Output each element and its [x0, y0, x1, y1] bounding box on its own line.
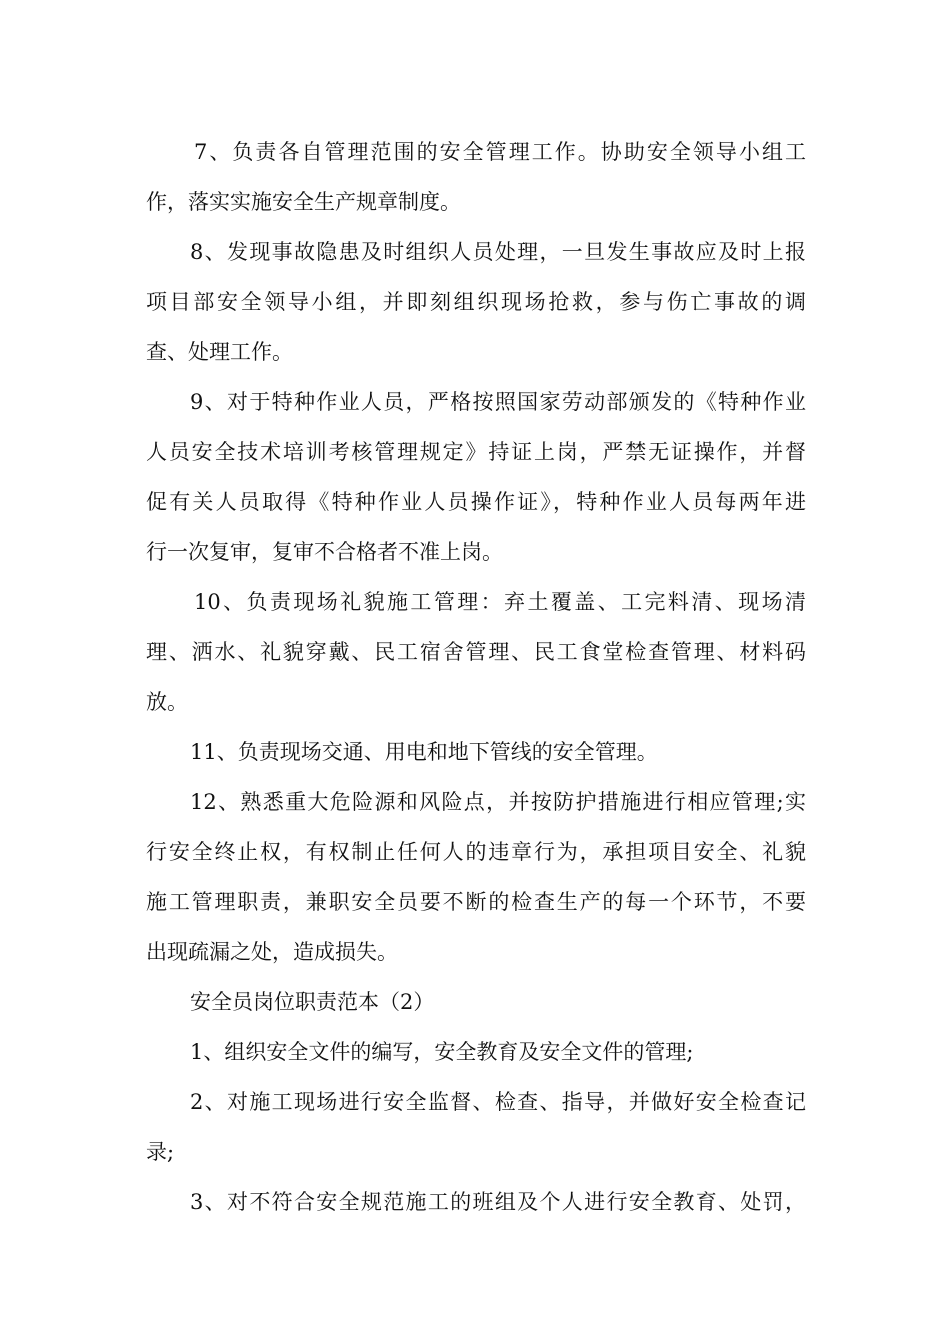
- paragraph-12-line-3: 施工管理职责，兼职安全员要不断的检查生产的每一个环节，不要: [146, 890, 806, 914]
- paragraph-10-line-3: 放。: [146, 690, 188, 714]
- paragraph-7-line-2: 作，落实实施安全生产规章制度。: [146, 190, 461, 214]
- paragraph-12-line-2: 行安全终止权，有权制止任何人的违章行为，承担项目安全、礼貌: [146, 840, 806, 864]
- paragraph-8-line-2: 项目部安全领导小组，并即刻组织现场抢救，参与伤亡事故的调: [146, 290, 806, 314]
- paragraph-9-line-3: 促有关人员取得《特种作业人员操作证》，特种作业人员每两年进: [146, 490, 806, 514]
- paragraph-10-line-2: 理、洒水、礼貌穿戴、民工宿舍管理、民工食堂检查管理、材料码: [146, 640, 806, 664]
- paragraph-7-line-1: 7、负责各自管理范围的安全管理工作。协助安全领导小组工: [194, 140, 806, 164]
- paragraph-11-line-1: 11、负责现场交通、用电和地下管线的安全管理。: [190, 740, 658, 764]
- paragraph-10-line-1: 10、负责现场礼貌施工管理：弃土覆盖、工完料清、现场清: [194, 590, 806, 614]
- item-2-line-2: 录;: [146, 1140, 175, 1164]
- section-heading: 安全员岗位职责范本（2）: [190, 990, 435, 1014]
- paragraph-8-line-3: 查、处理工作。: [146, 340, 293, 364]
- paragraph-9-line-4: 行一次复审，复审不合格者不准上岗。: [146, 540, 503, 564]
- paragraph-9-line-2: 人员安全技术培训考核管理规定》持证上岗，严禁无证操作，并督: [146, 440, 806, 464]
- paragraph-12-line-4: 出现疏漏之处，造成损失。: [146, 940, 398, 964]
- item-2-line-1: 2、对施工现场进行安全监督、检查、指导，并做好安全检查记: [190, 1090, 806, 1114]
- paragraph-9-line-1: 9、对于特种作业人员，严格按照国家劳动部颁发的《特种作业: [190, 390, 806, 414]
- item-3-line-1: 3、对不符合安全规范施工的班组及个人进行安全教育、处罚，: [190, 1190, 806, 1214]
- paragraph-8-line-1: 8、发现事故隐患及时组织人员处理，一旦发生事故应及时上报: [190, 240, 806, 264]
- paragraph-12-line-1: 12、熟悉重大危险源和风险点，并按防护措施进行相应管理;实: [190, 790, 806, 814]
- item-1-line-1: 1、组织安全文件的编写，安全教育及安全文件的管理;: [190, 1040, 694, 1064]
